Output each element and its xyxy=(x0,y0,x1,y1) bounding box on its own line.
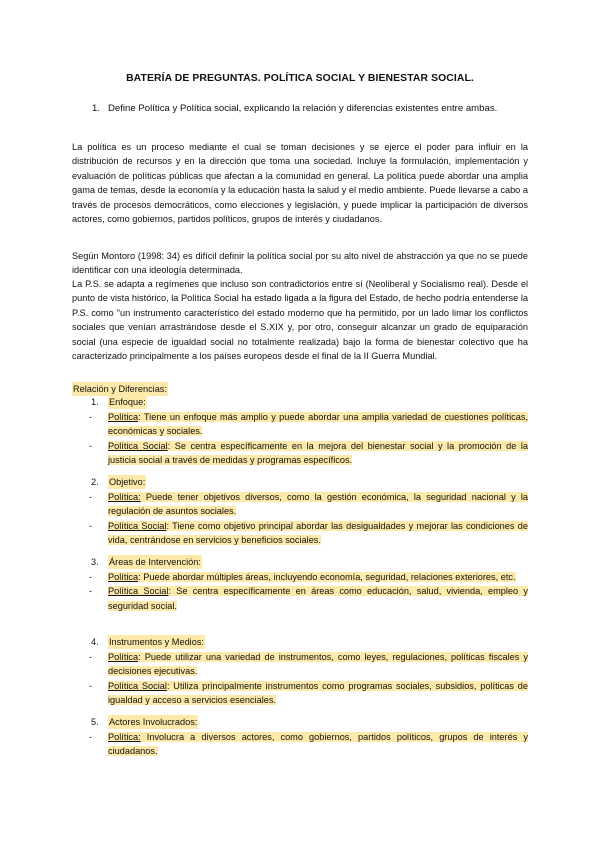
section-instrumentos-medios xyxy=(72,635,528,708)
section-actores-involucrados xyxy=(72,715,528,759)
bullet-dash: - xyxy=(89,492,93,502)
list-item xyxy=(72,730,528,759)
section-areas-intervencion xyxy=(72,555,528,613)
list-item xyxy=(72,519,528,548)
bullet-text: Involucra a diversos actores, como gobiernos, partidos políticos, grupos de interés y ciudadanos. xyxy=(108,732,528,757)
section-title: Objetivo: xyxy=(108,475,146,489)
bullet-text: : Puede utilizar una variedad de instrumentos, como leyes, regulaciones, políticas fiscales y decisiones ejecutivas. xyxy=(108,652,528,677)
bullet-label: Política xyxy=(108,412,139,422)
paragraph-politica-definition: La política es un proceso mediante el cual se toman decisiones y se ejerce el poder para influir en la distribución de recursos y en la dirección que toma una sociedad. Incluye la formulación, implementación y evaluación de políticas públicas que afectan a la comunidad en general. La política puede abordar una amplia gama de temas, desde la economía y la educación hasta la salud y el medio ambiente. Puede llevarse a cabo a través de procesos democráticos, como elecciones y legislación, y puede implicar la participación de diversos actores, como gobiernos, partidos políticos, grupos de interés y ciudadanos. xyxy=(72,142,528,225)
bullet-text: : Puede abordar múltiples áreas, incluyendo economía, seguridad, relaciones exteriores, etc. xyxy=(138,572,516,582)
bullet-dash: - xyxy=(89,586,93,597)
section-objetivo xyxy=(72,475,528,548)
list-item xyxy=(72,650,528,679)
bullet-dash: - xyxy=(89,412,93,422)
question-item xyxy=(92,101,532,117)
bullet-dash: - xyxy=(89,652,93,662)
relations-heading: Relación y Diferencias: xyxy=(73,384,167,394)
list-item xyxy=(72,410,528,439)
list-item xyxy=(72,584,528,613)
bullet-label: Política: xyxy=(108,492,141,502)
bullet-label: Política Social xyxy=(108,440,168,451)
section-number: 4. xyxy=(91,637,99,647)
section-title: Instrumentos y Medios: xyxy=(108,635,205,649)
section-number: 5. xyxy=(91,717,99,727)
bullet-text: : Tiene como objetivo principal abordar las desigualdades y mejorar las condiciones de vida, centrándose en servicios y beneficios sociales. xyxy=(108,520,528,546)
section-enfoque xyxy=(72,395,528,468)
list-item xyxy=(72,570,528,584)
question-text: Define Política y Política social, explicando la relación y diferencias existentes entre ambas. xyxy=(108,103,498,114)
bullet-dash: - xyxy=(89,520,93,531)
bullet-label: Política: xyxy=(108,732,141,742)
paragraph-ps-history: La P.S. se adapta a regímenes que incluso son contradictorios entre sí (Neoliberal y Socialismo real). Desde el punto de vista histórico, la Política Social ha estado ligada a la figura del Estado, de hecho podría entenderse la P.S. como "un instrumento característico del estado moderno que ha permitido, por un lado limar los conflictos sociales que venían arrastrándose desde el S.XIX y, por otro, conseguir alcanzar un grado de equiparación social (una especie de igualdad social no totalmente realizada) bajo la forma de bienestar colectivo que ha caracterizado principalmente a los países europeos desde el final de la II Guerra Mundial. xyxy=(72,279,528,362)
bullet-dash: - xyxy=(89,572,93,582)
bullet-label: Política Social xyxy=(108,680,167,691)
bullet-dash: - xyxy=(89,732,93,742)
list-item xyxy=(72,490,528,519)
bullet-dash: - xyxy=(89,440,93,451)
section-title: Enfoque: xyxy=(108,395,147,409)
bullet-text: Puede tener objetivos diversos, como la gestión económica, la seguridad nacional y la regulación de asuntos sociales. xyxy=(108,492,528,517)
bullet-label: Política Social xyxy=(108,520,167,531)
section-number: 1. xyxy=(91,397,99,407)
bullet-label: Política xyxy=(108,572,139,582)
section-title: Actores Involucrados: xyxy=(108,715,198,729)
list-item xyxy=(72,439,528,468)
question-number: 1. xyxy=(92,103,101,114)
bullet-text: : Tiene un enfoque más amplio y puede abordar una amplia variedad de cuestiones políticas, económicas y sociales. xyxy=(108,412,528,437)
section-title: Áreas de Intervención: xyxy=(108,555,202,569)
bullet-label: Política xyxy=(108,652,139,662)
bullet-text: : Utiliza principalmente instrumentos como programas sociales, subsidios, políticas de igualdad y acceso a servicios esenciales. xyxy=(108,680,528,706)
paragraph-montoro: Según Montoro (1998: 34) es difícil definir la política social por su alto nivel de abstracción ya que no se puede identificar con una ideología determinada. xyxy=(72,251,528,276)
bullet-label: Política Social xyxy=(108,586,169,597)
list-item xyxy=(72,679,528,708)
bullet-text: : Se centra específicamente en áreas como educación, salud, vivienda, empleo y seguridad social. xyxy=(108,586,528,611)
document-title: BATERÍA DE PREGUNTAS. POLÍTICA SOCIAL Y BIENESTAR SOCIAL. xyxy=(126,73,474,84)
section-number: 2. xyxy=(91,477,99,487)
section-number: 3. xyxy=(91,557,99,567)
bullet-text: : Se centra específicamente en la mejora del bienestar social y la promoción de la justicia social a través de medidas y programas específicos. xyxy=(108,440,528,466)
bullet-dash: - xyxy=(89,680,93,691)
